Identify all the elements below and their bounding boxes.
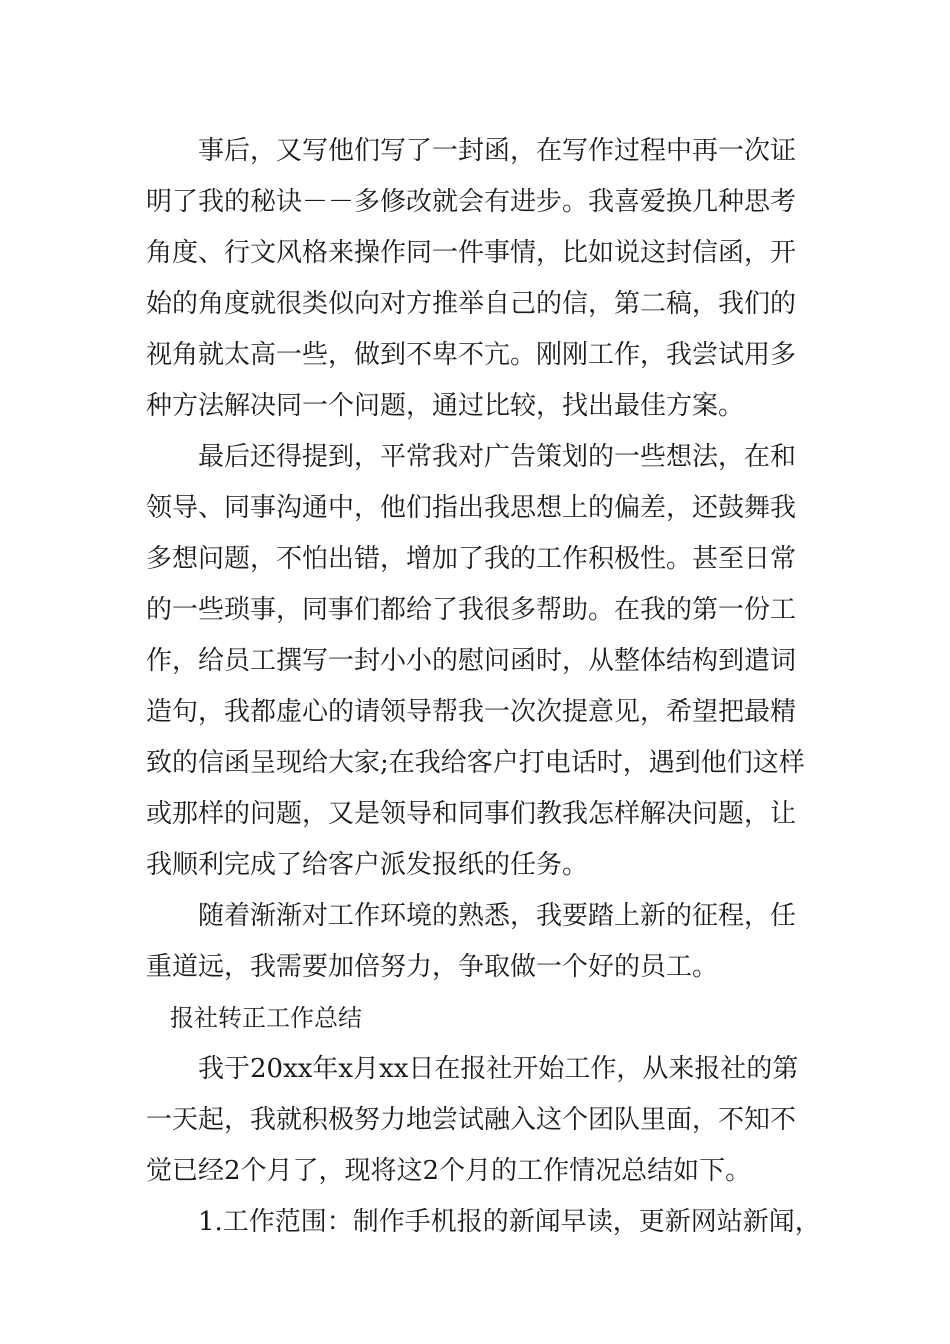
text-line: 始的角度就很类似向对方推举自己的信，第二稿，我们的 [146, 289, 797, 319]
text-line: 角度、行文风格来操作同一件事情，比如说这封信函，开 [146, 238, 797, 268]
document-body [146, 126, 821, 1248]
text-line: 或那样的问题，又是领导和同事们教我怎样解决问题，让 [146, 799, 797, 829]
paragraph-4 [146, 1044, 816, 1197]
paragraph-5 [146, 1197, 821, 1248]
text-line: 一天起，我就积极努力地尝试融入这个团队里面，不知不 [146, 1105, 797, 1135]
text-line: 随着渐渐对工作环境的熟悉，我要踏上新的征程，任 [198, 901, 797, 931]
paragraph-2 [146, 432, 816, 891]
text-line: 1.工作范围：制作手机报的新闻早读，更新网站新闻， [198, 1207, 821, 1237]
text-line: 我顺利完成了给客户派发报纸的任务。 [146, 850, 589, 880]
text-line: 最后还得提到，平常我对广告策划的一些想法，在和 [198, 442, 797, 472]
text-line: 我于20xx年x月xx日在报社开始工作，从来报社的第 [198, 1054, 799, 1084]
text-line: 明了我的秘诀－－多修改就会有进步。我喜爱换几种思考 [146, 187, 797, 217]
text-line: 的一些琐事，同事们都给了我很多帮助。在我的第一份工 [146, 595, 797, 625]
text-line: 致的信函呈现给大家;在我给客户打电话时，遇到他们这样 [146, 748, 805, 778]
paragraph-3 [146, 891, 816, 993]
text-line: 重道远，我需要加倍努力，争取做一个好的员工。 [146, 952, 719, 982]
text-line: 造句，我都虚心的请领导帮我一次次提意见，希望把最精 [146, 697, 797, 727]
text-line: 觉已经2个月了，现将这2个月的工作情况总结如下。 [146, 1156, 752, 1186]
section-heading: 报社转正工作总结 [170, 1004, 362, 1032]
text-line: 种方法解决同一个问题，通过比较，找出最佳方案。 [146, 391, 745, 421]
text-line: 事后，又写他们写了一封函，在写作过程中再一次证 [198, 136, 797, 166]
text-line: 作，给员工撰写一封小小的慰问函时，从整体结构到遣词 [146, 646, 797, 676]
paragraph-1 [146, 126, 816, 432]
text-line: 视角就太高一些，做到不卑不亢。刚刚工作，我尝试用多 [146, 340, 797, 370]
text-line: 多想问题，不怕出错，增加了我的工作积极性。甚至日常 [146, 544, 797, 574]
text-line: 领导、同事沟通中，他们指出我思想上的偏差，还鼓舞我 [146, 493, 797, 523]
